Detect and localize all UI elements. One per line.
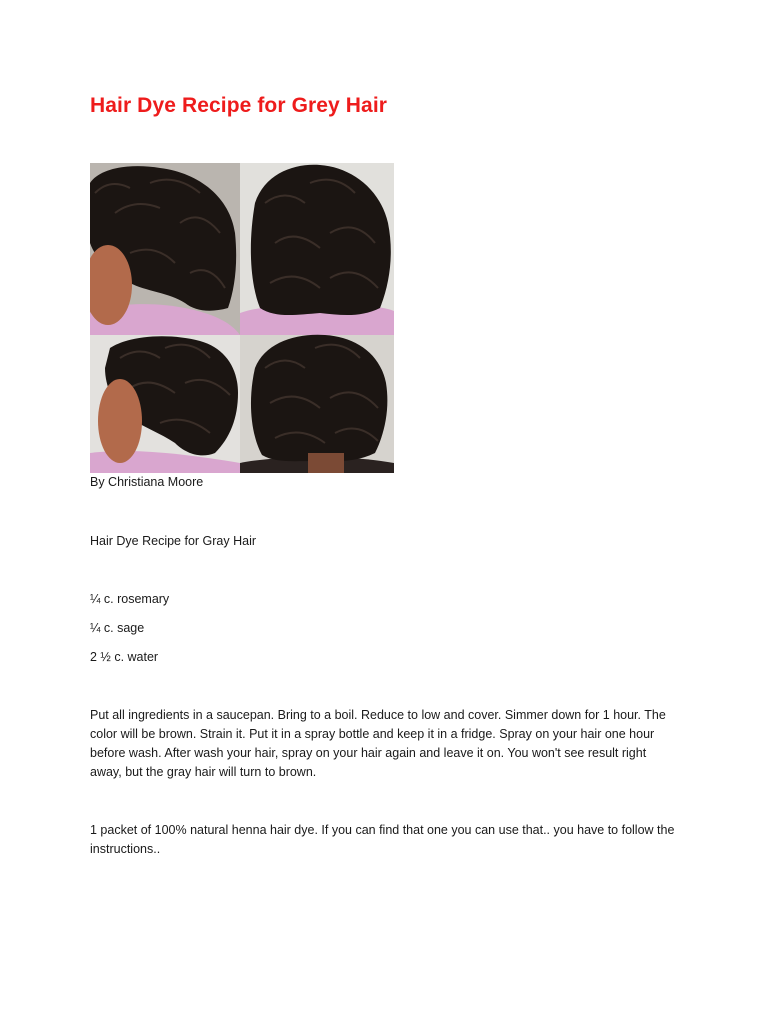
ingredient-item: 2 ½ c. water <box>90 650 159 664</box>
neck-bottom-right <box>308 453 344 473</box>
face-blur-bottom-left <box>98 379 142 463</box>
hair-photo-collage-svg <box>90 163 394 473</box>
byline: By Christiana Moore <box>90 475 204 489</box>
ingredient-item: ¼ c. rosemary <box>90 592 170 606</box>
hair-photo-collage <box>90 163 394 473</box>
henna-paragraph: 1 packet of 100% natural henna hair dye. If you can find that one you can use that.. you have to follow the instructions.. <box>90 823 675 856</box>
ingredient-item: ¼ c. sage <box>90 621 145 635</box>
instructions-paragraph: Put all ingredients in a saucepan. Bring to a boil. Reduce to low and cover. Simmer down for 1 hour. The color will be brown. Strain it. Put it in a spray bottle and keep it in a fridge. Spray on your hair one hour before wash. After wash your hair, spray on your hair again and leave it on. You won't see result right away, but the gray hair will turn to brown. <box>90 708 666 779</box>
recipe-subtitle: Hair Dye Recipe for Gray Hair <box>90 534 257 548</box>
document-title: Hair Dye Recipe for Grey Hair <box>90 94 388 117</box>
